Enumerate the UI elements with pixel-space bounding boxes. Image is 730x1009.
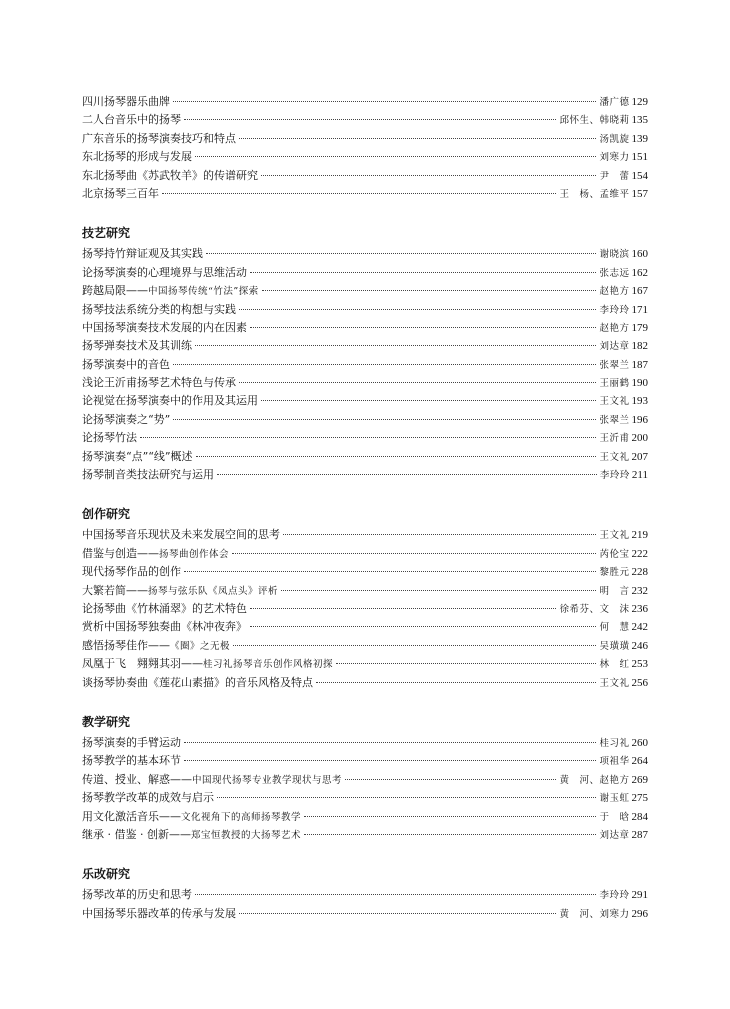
entry-title	[82, 93, 170, 111]
entry-author: 黎胜元	[599, 567, 630, 579]
entry-author: 王文礼	[599, 451, 630, 463]
toc-section	[82, 93, 648, 203]
entry-page-number: 264	[631, 755, 648, 768]
toc-entry	[82, 185, 648, 203]
toc-entry	[82, 374, 648, 392]
entry-subtitle: 桂习礼扬琴音乐创作风格初探	[203, 659, 334, 671]
entry-author: 黄 河、刘寒力	[559, 908, 630, 920]
entry-author: 明 言	[599, 585, 630, 597]
toc-entry	[82, 466, 648, 484]
entry-author: 王文礼	[599, 677, 630, 689]
section-title: 创作研究	[82, 507, 131, 522]
entry-subtitle: 扬琴曲创作体会	[159, 548, 230, 560]
entry-title	[82, 448, 193, 466]
entry-title-main: 中国扬琴演奏技术发展的内在因素	[82, 320, 247, 334]
entry-title-main: 用文化激活音乐——	[82, 809, 181, 823]
entry-title	[82, 167, 258, 185]
toc-entry	[82, 245, 648, 263]
entry-page-number: 193	[631, 395, 648, 408]
entry-page-number: 222	[631, 547, 648, 560]
entry-title-main: 论扬琴竹法	[82, 431, 137, 445]
entry-page-number: 182	[631, 340, 648, 353]
entry-title-main: 扬琴演奏的手臂运动	[82, 735, 181, 749]
entry-page-number: 242	[631, 621, 648, 634]
toc-entry	[82, 808, 648, 826]
dot-leader	[196, 456, 597, 457]
entry-page-number: 246	[631, 639, 648, 652]
toc-entry	[82, 282, 648, 300]
toc-entry	[82, 771, 648, 789]
dot-leader	[262, 290, 597, 291]
entry-title-main: 扬琴技法系统分类的构想与实践	[82, 302, 236, 316]
entry-title-main: 扬琴持竹辩证观及其实践	[82, 247, 203, 261]
entry-page-number: 269	[631, 773, 648, 786]
entry-title	[82, 582, 278, 601]
dot-leader	[195, 156, 596, 157]
entry-title-main: 扬琴制音类技法研究与运用	[82, 468, 214, 482]
entry-title-main: 扬琴改革的历史和思考	[82, 888, 192, 902]
entry-page-number: 171	[631, 303, 648, 316]
entry-title-main: 论扬琴演奏之“势”	[82, 412, 171, 426]
entry-title	[82, 545, 229, 564]
entry-author: 赵艳方	[599, 322, 630, 334]
toc-entry	[82, 356, 648, 374]
entry-title-main: 浅论王沂甫扬琴艺术特色与传承	[82, 376, 236, 390]
toc-entry	[82, 563, 648, 581]
entry-author: 张志远	[599, 267, 630, 279]
dot-leader	[206, 253, 596, 254]
entry-title-main: 扬琴教学的基本环节	[82, 754, 181, 768]
entry-title-main: 扬琴演奏中的音色	[82, 357, 170, 371]
entry-title	[82, 245, 203, 263]
entry-author: 徐希芬、文 沫	[559, 603, 630, 615]
entry-subtitle: 扬琴与弦乐队《凤点头》评析	[148, 585, 279, 597]
dot-leader	[195, 345, 596, 346]
entry-author: 张翠兰	[599, 414, 630, 426]
toc-section	[82, 866, 648, 923]
entry-title-main: 感悟扬琴佳作——	[82, 638, 170, 652]
dot-leader	[162, 193, 556, 194]
toc-entry	[82, 130, 648, 148]
entry-subtitle: 中国现代扬琴专业教学现状与思考	[192, 774, 343, 786]
dot-leader	[239, 913, 556, 914]
entry-title	[82, 808, 301, 827]
entry-page-number: 190	[631, 377, 648, 390]
entry-subtitle: 《圈》之无极	[170, 640, 231, 652]
entry-author: 潘广德	[599, 97, 630, 108]
entry-title	[82, 185, 159, 203]
section-title: 乐改研究	[82, 867, 131, 882]
entry-author: 芮伦宝	[599, 548, 630, 560]
entry-page-number: 260	[631, 736, 648, 749]
entry-author: 邱怀生、韩晓莉	[559, 115, 630, 127]
entry-title-main: 大繁若简——	[82, 583, 148, 597]
entry-title	[82, 392, 258, 410]
entry-title	[82, 466, 214, 484]
entry-author: 何 慧	[599, 622, 630, 634]
entry-author: 桂习礼	[599, 737, 630, 749]
entry-author: 汤凯旋	[599, 133, 630, 145]
section-title: 教学研究	[82, 714, 131, 729]
dot-leader	[233, 645, 596, 646]
dot-leader	[281, 590, 596, 591]
toc-entry	[82, 545, 648, 563]
entry-page-number: 139	[631, 132, 648, 145]
entry-author: 李玲玲	[599, 304, 630, 316]
entry-title-main: 跨越局限——	[82, 284, 148, 298]
dot-leader	[261, 400, 596, 401]
entry-title	[82, 130, 236, 148]
entry-page-number: 129	[631, 96, 648, 108]
entry-author: 林 红	[599, 659, 630, 671]
entry-page-number: 228	[631, 566, 648, 579]
entry-subtitle: 文化视角下的高师扬琴教学	[181, 811, 302, 823]
entry-title	[82, 429, 137, 447]
entry-title	[82, 526, 280, 544]
toc-section	[82, 225, 648, 484]
entry-title-main: 论视觉在扬琴演奏中的作用及其运用	[82, 394, 258, 408]
entry-title	[82, 356, 170, 374]
entry-title-main: 中国扬琴音乐现状及未来发展空间的思考	[82, 528, 280, 542]
toc-entry	[82, 582, 648, 600]
dot-leader	[173, 364, 596, 365]
dot-leader	[239, 382, 596, 383]
entry-author: 于 晗	[599, 811, 630, 823]
entry-author: 尹 蕾	[599, 170, 630, 182]
entry-page-number: 275	[631, 792, 648, 805]
entry-page-number: 207	[631, 450, 648, 463]
toc-section	[82, 714, 648, 844]
entry-title	[82, 411, 170, 429]
table-of-contents	[82, 93, 648, 945]
entry-title	[82, 319, 247, 337]
toc-entry	[82, 637, 648, 655]
entry-subtitle: 郑宝恒教授的大扬琴艺术	[190, 829, 301, 841]
entry-page-number: 287	[631, 828, 648, 841]
entry-title-main: 扬琴演奏“点”“线”概述	[82, 449, 193, 463]
entry-title-main: 借鉴与创造——	[82, 546, 159, 560]
dot-leader	[184, 119, 556, 120]
entry-author: 刘达章	[599, 341, 630, 353]
entry-title	[82, 771, 342, 790]
toc-entry	[82, 148, 648, 166]
toc-entry	[82, 752, 648, 770]
entry-page-number: 160	[631, 248, 648, 261]
dot-leader	[316, 682, 596, 683]
toc-entry	[82, 674, 648, 692]
entry-title	[82, 600, 247, 618]
entry-title-main: 凤凰于飞 翙翙其羽——	[82, 657, 203, 671]
dot-leader	[232, 553, 596, 554]
entry-title	[82, 301, 236, 319]
entry-title	[82, 734, 181, 752]
entry-title	[82, 637, 230, 656]
dot-leader	[250, 327, 596, 328]
entry-page-number: 162	[631, 266, 648, 279]
entry-title	[82, 826, 301, 845]
dot-leader	[173, 419, 596, 420]
entry-title-main: 赏析中国扬琴独奏曲《林冲夜奔》	[82, 620, 247, 634]
entry-title	[82, 374, 236, 392]
entry-title	[82, 563, 181, 581]
entry-author: 赵艳方	[599, 286, 630, 298]
entry-author: 谢晓滨	[599, 249, 630, 261]
dot-leader	[217, 797, 596, 798]
entry-title	[82, 282, 259, 301]
entry-page-number: 196	[631, 413, 648, 426]
toc-entry	[82, 429, 648, 447]
entry-author: 项祖华	[599, 756, 630, 768]
entry-page-number: 179	[631, 321, 648, 334]
dot-leader	[217, 474, 597, 475]
entry-title-main: 东北扬琴的形成与发展	[82, 150, 192, 164]
entry-title-main: 北京扬琴三百年	[82, 186, 159, 200]
entry-page-number: 187	[631, 358, 648, 371]
entry-author: 吴璜璜	[599, 640, 630, 652]
entry-author: 王文礼	[599, 530, 630, 542]
dot-leader	[283, 534, 596, 535]
dot-leader	[345, 779, 556, 780]
entry-page-number: 284	[631, 810, 648, 823]
dot-leader	[239, 138, 596, 139]
toc-entry	[82, 448, 648, 466]
dot-leader	[239, 309, 596, 310]
toc-entry	[82, 392, 648, 410]
entry-author: 刘达章	[599, 829, 630, 841]
dot-leader	[336, 663, 596, 664]
entry-author: 王丽鹤	[599, 378, 630, 390]
entry-page-number: 135	[631, 114, 648, 127]
toc-entry	[82, 319, 648, 337]
entry-subtitle: 中国扬琴传统“竹法”探索	[148, 286, 259, 298]
entry-author: 张翠兰	[599, 359, 630, 371]
toc-section	[82, 506, 648, 692]
entry-title	[82, 148, 192, 166]
toc-entry	[82, 526, 648, 544]
entry-title-main: 继承 · 借鉴 · 创新——	[82, 827, 191, 841]
entry-title	[82, 655, 333, 674]
entry-page-number: 219	[631, 529, 648, 542]
dot-leader	[173, 101, 596, 102]
toc-entry	[82, 826, 648, 844]
entry-author: 王文礼	[599, 396, 630, 408]
entry-title	[82, 337, 192, 355]
entry-page-number: 154	[631, 169, 648, 182]
entry-page-number: 253	[631, 658, 648, 671]
entry-author: 谢玉虹	[599, 793, 630, 805]
entry-page-number: 200	[631, 432, 648, 445]
toc-entry	[82, 111, 648, 129]
toc-entry	[82, 734, 648, 752]
dot-leader	[250, 608, 556, 609]
entry-title-main: 东北扬琴曲《苏武牧羊》的传谱研究	[82, 168, 258, 182]
toc-entry	[82, 655, 648, 673]
entry-title-main: 论扬琴曲《竹林涌翠》的艺术特色	[82, 601, 247, 615]
entry-author: 黄 河、赵艳方	[559, 774, 630, 786]
entry-title-main: 谈扬琴协奏曲《莲花山素描》的音乐风格及特点	[82, 675, 313, 689]
toc-entry	[82, 618, 648, 636]
dot-leader	[195, 894, 596, 895]
entry-title	[82, 111, 181, 129]
entry-page-number: 157	[631, 187, 648, 200]
dot-leader	[250, 272, 596, 273]
entry-title	[82, 618, 247, 636]
entry-author: 李玲玲	[599, 470, 630, 482]
entry-title-main: 扬琴教学改革的成效与启示	[82, 791, 214, 805]
entry-page-number: 167	[631, 285, 648, 298]
dot-leader	[184, 742, 596, 743]
entry-title-main: 二人台音乐中的扬琴	[82, 113, 181, 127]
toc-entry	[82, 905, 648, 923]
entry-title	[82, 789, 214, 807]
dot-leader	[261, 175, 596, 176]
entry-author: 王沂甫	[599, 433, 630, 445]
entry-page-number: 211	[631, 469, 648, 482]
entry-title-main: 广东音乐的扬琴演奏技巧和特点	[82, 131, 236, 145]
entry-page-number: 296	[631, 907, 648, 920]
toc-entry	[82, 301, 648, 319]
entry-author: 王 杨、孟维平	[559, 188, 630, 200]
entry-page-number: 256	[631, 676, 648, 689]
entry-title-main: 中国扬琴乐器改革的传承与发展	[82, 906, 236, 920]
dot-leader	[250, 626, 596, 627]
entry-title	[82, 886, 192, 904]
entry-title-main: 传道、授业、解惑——	[82, 772, 192, 786]
section-title: 技艺研究	[82, 226, 131, 241]
dot-leader	[304, 816, 596, 817]
dot-leader	[184, 571, 596, 572]
toc-entry	[82, 789, 648, 807]
toc-entry	[82, 411, 648, 429]
dot-leader	[140, 437, 596, 438]
entry-title-main: 现代扬琴作品的创作	[82, 565, 181, 579]
toc-entry	[82, 886, 648, 904]
entry-title-main: 四川扬琴器乐曲牌	[82, 95, 170, 108]
entry-title	[82, 752, 181, 770]
toc-entry	[82, 167, 648, 185]
entry-title	[82, 674, 313, 692]
toc-entry	[82, 600, 648, 618]
entry-author: 李玲玲	[599, 890, 630, 902]
entry-title-main: 论扬琴演奏的心理境界与思维活动	[82, 265, 247, 279]
dot-leader	[184, 760, 596, 761]
toc-entry	[82, 93, 648, 111]
entry-page-number: 232	[631, 584, 648, 597]
toc-entry	[82, 264, 648, 282]
entry-title-main: 扬琴弹奏技术及其训练	[82, 339, 192, 353]
entry-page-number: 291	[631, 889, 648, 902]
entry-author: 刘寒力	[599, 152, 630, 164]
dot-leader	[304, 834, 596, 835]
entry-page-number: 151	[631, 151, 648, 164]
toc-entry	[82, 337, 648, 355]
entry-title	[82, 905, 236, 923]
entry-page-number: 236	[631, 602, 648, 615]
entry-title	[82, 264, 247, 282]
